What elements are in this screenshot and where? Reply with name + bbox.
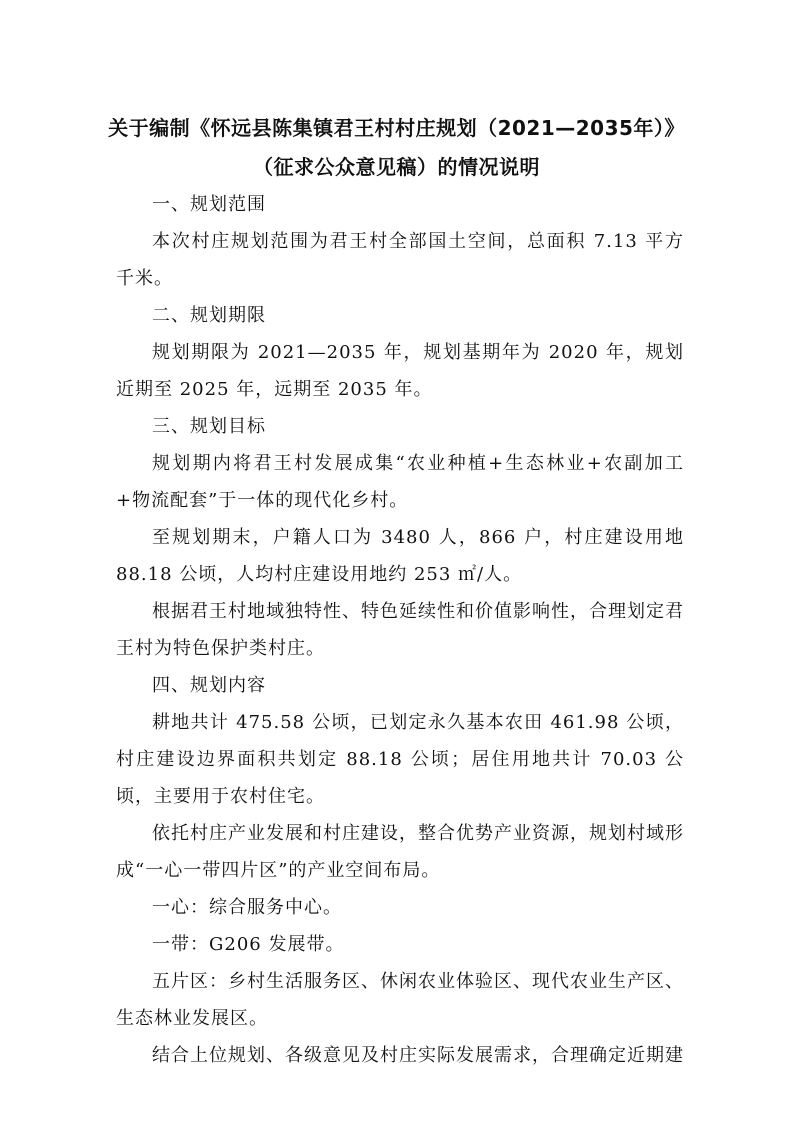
document-title-line-2: （征求公众意见稿）的情况说明 (253, 155, 540, 179)
paragraph-five-zones: 五片区：乡村生活服务区、休闲农业体验区、现代农业生产区、生态林业发展区。 (116, 971, 684, 1029)
paragraph-goals-3: 根据君王村地域独特性、特色延续性和价值影响性，合理划定君王村为特色保护类村庄。 (116, 601, 684, 659)
paragraph-content-1: 耕地共计 475.58 公顷，已划定永久基本农田 461.98 公顷，村庄建设边界面积共划定 88.18 公顷；居住用地共计 70.03 公顷，主要用于农村住宅。 (116, 712, 684, 807)
heading-goals: 三、规划目标 (152, 416, 266, 437)
paragraph-content-2: 依托村庄产业发展和村庄建设，整合优势产业资源，规划村域形成“一心一带四片区”的产业空间布局。 (116, 823, 684, 881)
paragraph-one-center: 一心：综合服务中心。 (152, 897, 342, 918)
paragraph-scope: 本次村庄规划范围为君王村全部国土空间，总面积 7.13 平方千米。 (116, 231, 684, 289)
paragraph-one-belt: 一带：G206 发展带。 (152, 934, 345, 955)
heading-content: 四、规划内容 (152, 675, 266, 696)
paragraph-goals-2: 至规划期末，户籍人口为 3480 人，866 户，村庄建设用地 88.18 公顷，人均村庄建设用地约 253 ㎡/人。 (116, 527, 684, 585)
document-title-line-1: 关于编制《怀远县陈集镇君王村村庄规划（2021—2035年）》 (108, 116, 685, 140)
paragraph-goals-1: 规划期内将君王村发展成集“农业种植+生态林业+农副加工+物流配套”于一体的现代化乡村。 (116, 453, 684, 511)
paragraph-period: 规划期限为 2021—2035 年，规划基期年为 2020 年，规划近期至 2025 年，远期至 2035 年。 (116, 342, 684, 400)
heading-period: 二、规划期限 (152, 305, 266, 326)
paragraph-near-term: 结合上位规划、各级意见及村庄实际发展需求，合理确定近期建 (152, 1045, 684, 1066)
heading-scope: 一、规划范围 (152, 194, 266, 215)
document-body (116, 186, 684, 1074)
